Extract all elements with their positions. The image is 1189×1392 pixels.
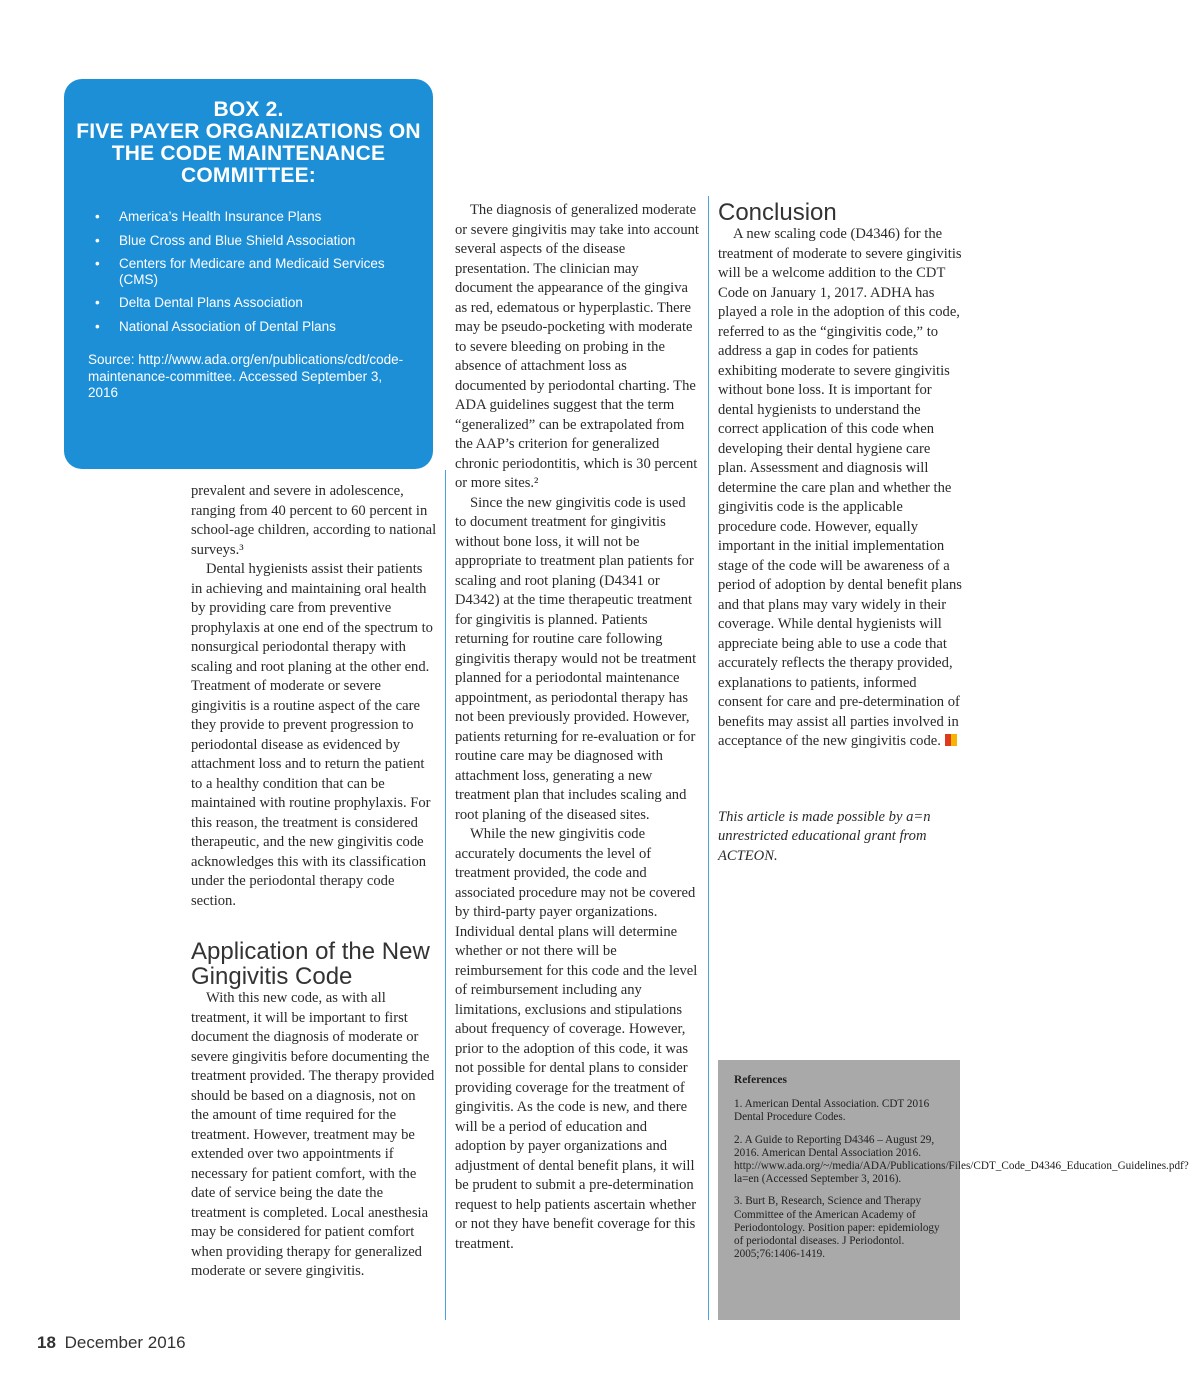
bullet-icon: • <box>95 295 100 310</box>
body-paragraph: A new scaling code (D4346) for the treatment of moderate to severe gingivitis will be a welcome addition to the CDT Code on January 1, 2017. ADHA has played a role in the adoption of this code, referred to as the “gingivitis code,” to address a gap in codes for patients exhibiting moderate to severe gingivitis without bone loss. It is important for dental hygienists to understand the correct application of this code when developing their dental hygiene care plan. Assessment and diagnosis will determine the care plan and whether the gingivitis code is the applicable procedure code. However, equally important in the initial implementation stage of the code will be awareness of a period of adoption by dental benefit plans and that plans may vary widely in their coverage. While dental hygienists will appreciate being able to use a code that accurately reflects the therapy provided, explanations to patients, informed consent for care and pre-determination of benefits may assist all parties involved in acceptance of the new gingivitis code. <box>718 226 962 749</box>
list-item: • America’s Health Insurance Plans <box>95 209 322 224</box>
box-title <box>74 99 423 187</box>
box-title-number: BOX 2. <box>213 98 284 121</box>
column-3 <box>718 200 962 866</box>
body-paragraph: While the new gingivitis code accurately documents the level of treatment provided, the code and associated procedure may not be covered by third-party payer organizations. Individual dental plans will determine whether or not there will be reimbursement for this code and the level of reimbursement including any limitations, exclusions and stipulations about frequency of coverage. However, prior to the adoption of this code, it was not possible for dental plans to consider providing coverage for the treatment of gingivitis. As the code is new, and there will be a period of education and adoption by payer organizations and adjustment of dental benefit plans, it will be prudent to submit a pre-determination request to help patients ascertain whether or not they have benefit coverage for this treatment. <box>455 826 698 1252</box>
issue-date: December 2016 <box>64 1333 186 1352</box>
list-item: • Centers for Medicare and Medicaid Services (CMS) <box>95 256 385 287</box>
body-paragraph: The diagnosis of generalized moderate or severe gingivitis may take into account several aspects of the disease presentation. The clinician may document the appearance of the gingiva as red, edematous or hyperplastic. There may be pseudo-pocketing with moderate to severe bleeding on probing in the absence of attachment loss as documented by periodontal charting. The ADA guidelines suggest that the term “generalized” can be extrapolated from the AAP’s criterion for generalized chronic periodontitis, which is 30 percent or more sites.² <box>455 202 699 491</box>
body-paragraph: prevalent and severe in adolescence, ranging from 40 percent to 60 percent in school-age children, according to national surveys.³ <box>191 483 437 558</box>
end-mark-icon <box>945 734 957 746</box>
bullet-icon: • <box>95 209 100 224</box>
list-item: • National Association of Dental Plans <box>95 318 336 334</box>
reference-item: 3. Burt B, Research, Science and Therapy Committee of the American Academy of Periodontology. Position paper: epidemiology of periodontal diseases. J Periodontol. 2005;76:1406-1419. <box>734 1195 940 1261</box>
box-source: Source: http://www.ada.org/en/publications/cdt/code-maintenance-committee. Accessed September 3, 2016 <box>88 352 404 400</box>
bullet-icon: • <box>95 232 100 248</box>
body-paragraph: Dental hygienists assist their patients in achieving and maintaining oral health by providing care from preventive prophylaxis at one end of the spectrum to nonsurgical periodontal therapy with scaling and root planing at the other end. Treatment of moderate or severe gingivitis is a routine aspect of the care they provide to prevent progression to periodontal disease as evidenced by attachment loss and to return the patient to a healthy condition that can be maintained with routine prophylaxis. For this reason, the treatment is considered therapeutic, and the new gingivitis code acknowledges this with its classification under the periodontal therapy code section. <box>191 561 433 909</box>
page-footer <box>37 1333 186 1353</box>
reference-item: 2. A Guide to Reporting D4346 – August 29, 2016. American Dental Association 2016. http://www.ada.org/~/media/ADA/Publications/Files/CDT_Code_D4346_Education_Guidelines.pdf?la=en (Accessed September 3, 2016). <box>734 1133 1189 1186</box>
list-item: • Delta Dental Plans Association <box>95 295 303 310</box>
box-title-text: FIVE PAYER ORGANIZATIONS ON THE CODE MAINTENANCE COMMITTEE: <box>76 120 421 187</box>
list-item: • Blue Cross and Blue Shield Association <box>95 232 356 248</box>
body-paragraph: Since the new gingivitis code is used to document treatment for gingivitis without bone loss, it will not be appropriate to treatment plan patients for scaling and root planing (D4341 or D4342) at the time therapeutic treatment for gingivitis is planned. Patients returning for routine care following gingivitis therapy would not be treatment planned for a periodontal maintenance appointment, as periodontal therapy has not been previously provided. However, patients returning for re-evaluation or for routine care may be diagnosed with attachment loss, generating a new treatment plan that includes scaling and root planing of the diseased sites. <box>455 494 697 823</box>
column-rule-middle <box>708 196 709 1320</box>
body-paragraph: With this new code, as with all treatment, it will be important to first document the diagnosis of moderate or severe gingivitis before documenting the treatment provided. The therapy provided should be based on a diagnosis, not on the amount of time required for the treatment. However, treatment may be extended over two appointments if necessary for patient comfort, with the date of service being the date the treatment is completed. Local anesthesia may be considered for patient comfort when providing therapy for generalized moderate or severe gingivitis. <box>191 990 435 1279</box>
sponsor-credit: This article is made possible by a=n unrestricted educational grant from ACTEON. <box>718 808 931 864</box>
references-title: References <box>734 1074 787 1086</box>
column-rule-left <box>445 470 446 1320</box>
sidebar-box <box>64 79 433 469</box>
bullet-icon: • <box>95 256 100 271</box>
reference-item: 1. American Dental Association. CDT 2016 Dental Procedure Codes. <box>734 1098 930 1124</box>
conclusion-heading: Conclusion <box>718 199 837 226</box>
column-2 <box>455 201 699 1254</box>
payer-list <box>64 209 433 334</box>
bullet-icon: • <box>95 318 100 334</box>
column-1 <box>191 482 437 1282</box>
section-heading: Application of the New Gingivitis Code <box>191 938 430 990</box>
page-number: 18 <box>37 1333 56 1352</box>
references-box <box>718 1060 1189 1320</box>
